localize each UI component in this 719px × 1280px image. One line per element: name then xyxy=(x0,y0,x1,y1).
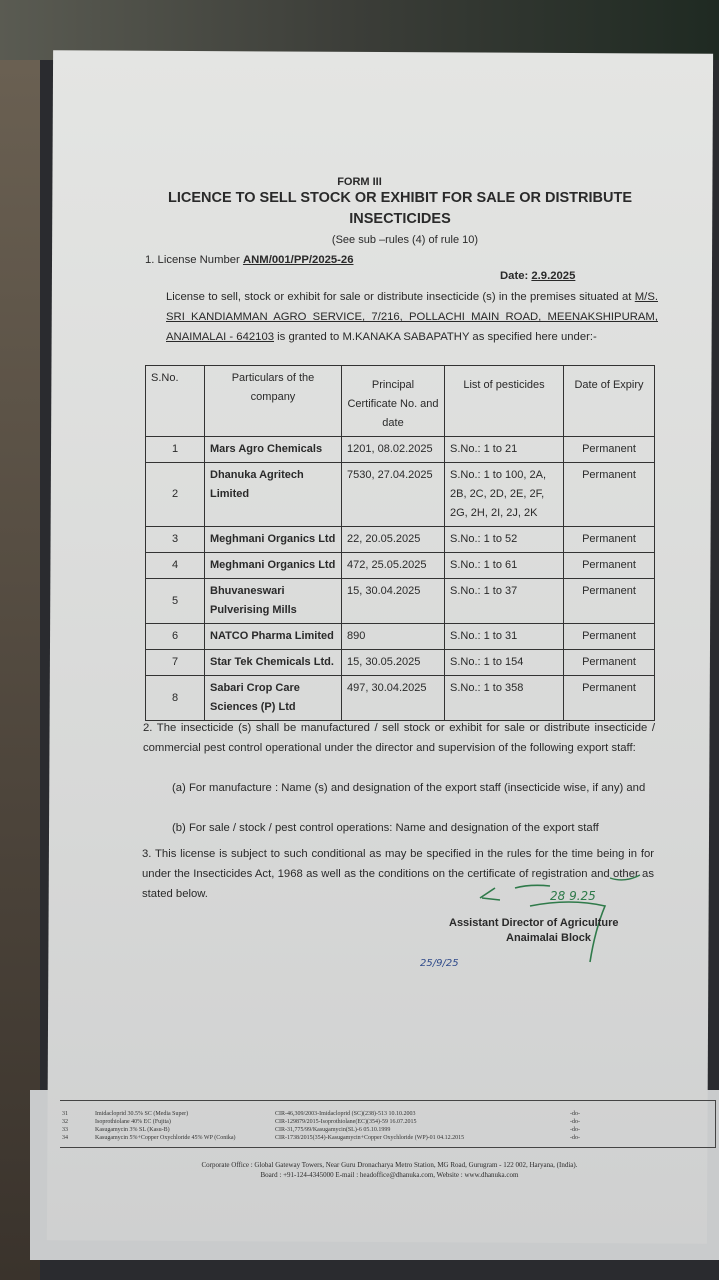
cell-certificate: 22, 20.05.2025 xyxy=(342,527,445,553)
cell-certificate: 472, 25.05.2025 xyxy=(342,553,445,579)
document-title: LICENCE TO SELL STOCK OR EXHIBIT FOR SALE OR DISTRIBUTE INSECTICIDES xyxy=(167,190,633,227)
underlying-mark: -do- xyxy=(570,1119,580,1125)
license-date-line xyxy=(500,266,575,286)
underlying-product: Kasugamycin 5%+Copper Oxychloride 45% WP (Conika) xyxy=(95,1135,236,1141)
signatory-designation: Assistant Director of Agriculture xyxy=(449,917,619,929)
cell-expiry: Permanent xyxy=(564,527,655,553)
license-number-line xyxy=(145,250,485,270)
cell-expiry: Permanent xyxy=(564,463,655,527)
granted-text: is granted to M.KANAKA SABAPATHY as specified here under:- xyxy=(277,331,597,343)
table-row xyxy=(146,650,655,676)
footer-line-1: Corporate Office : Global Gateway Towers, Near Guru Dronacharya Metro Station, MG Road, Gurugram - 122 002, Haryana, (India). xyxy=(201,1161,578,1169)
cell-certificate: 15, 30.04.2025 xyxy=(342,579,445,624)
cell-company: NATCO Pharma Limited xyxy=(205,624,342,650)
cell-certificate: 15, 30.05.2025 xyxy=(342,650,445,676)
underlying-cir: CIR-31,775/99/Kasugamycin(SL)-6 05.10.1999 xyxy=(275,1127,391,1133)
clause-3: 3. This license is subject to such conditional as may be specified in the rules for the time being in for under the Insecticides Act, 1968 as well as the conditions on the certificate of registration and other as stated below. xyxy=(142,848,654,900)
cell-expiry: Permanent xyxy=(564,579,655,624)
premises-address: M/S. SRI KANDIAMMAN AGRO SERVICE, 7/216, POLLACHI MAIN ROAD, MEENAKSHIPURAM, ANAIMALAI - 642103 xyxy=(166,291,658,343)
table-header xyxy=(146,366,655,437)
cell-expiry: Permanent xyxy=(564,676,655,721)
table-row xyxy=(146,437,655,463)
cell-pesticides: S.No.: 1 to 100, 2A, 2B, 2C, 2D, 2E, 2F, 2G, 2H, 2I, 2J, 2K xyxy=(445,463,564,527)
underlying-row xyxy=(60,1127,715,1135)
cell-pesticides: S.No.: 1 to 37 xyxy=(445,579,564,624)
underlying-table-strip xyxy=(60,1100,716,1148)
cell-company: Mars Agro Chemicals xyxy=(205,437,342,463)
table-row xyxy=(146,676,655,721)
cell-company: Dhanuka Agritech Limited xyxy=(205,463,342,527)
footer-line-2: Board : +91-124-4345000 E-mail : headoffice@dhanuka.com, Website : www.dhanuka.com xyxy=(260,1171,519,1179)
cell-sno: 1 xyxy=(146,437,205,463)
cell-expiry: Permanent xyxy=(564,437,655,463)
cell-sno: 3 xyxy=(146,527,205,553)
cell-certificate: 497, 30.04.2025 xyxy=(342,676,445,721)
cell-pesticides: S.No.: 1 to 358 xyxy=(445,676,564,721)
cell-pesticides: S.No.: 1 to 52 xyxy=(445,527,564,553)
underlying-no: 33 xyxy=(62,1127,68,1133)
license-intro xyxy=(166,287,658,347)
svg-text:28 9.25: 28 9.25 xyxy=(550,889,596,903)
cell-pesticides: S.No.: 1 to 21 xyxy=(445,437,564,463)
underlying-no: 31 xyxy=(62,1111,68,1117)
cell-expiry: Permanent xyxy=(564,624,655,650)
cell-expiry: Permanent xyxy=(564,553,655,579)
table-row xyxy=(146,553,655,579)
sub-rule: (See sub –rules (4) of rule 10) xyxy=(331,234,479,246)
header-expiry: Date of Expiry xyxy=(564,366,655,437)
underlying-product: Kasugamycin 3% SL (Kasu-B) xyxy=(95,1127,170,1133)
cell-company: Bhuvaneswari Pulverising Mills xyxy=(205,579,342,624)
cell-certificate: 7530, 27.04.2025 xyxy=(342,463,445,527)
cell-sno: 4 xyxy=(146,553,205,579)
underlying-mark: -do- xyxy=(570,1127,580,1133)
table-row xyxy=(146,579,655,624)
cell-sno: 2 xyxy=(146,463,205,527)
form-label: FORM III xyxy=(337,176,382,188)
license-number: ANM/001/PP/2025-26 xyxy=(242,254,354,266)
table-row xyxy=(146,624,655,650)
cell-certificate: 890 xyxy=(342,624,445,650)
underlying-product: Isoprothiolane 40% EC (Fujita) xyxy=(95,1119,171,1125)
cell-sno: 8 xyxy=(146,676,205,721)
intro-text: License to sell, stock or exhibit for sale or distribute insecticide (s) in the premises situated at xyxy=(166,291,632,303)
underlying-mark: -do- xyxy=(570,1135,580,1141)
cell-sno: 6 xyxy=(146,624,205,650)
underlying-row xyxy=(60,1135,715,1143)
underlying-row xyxy=(60,1111,715,1119)
underlying-cir: CIR-46,309/2003-Imidacloprid (SC)(238)-513 10.10.2003 xyxy=(275,1111,416,1117)
cell-expiry: Permanent xyxy=(564,650,655,676)
cell-sno: 5 xyxy=(146,579,205,624)
underlying-cir: CIR-1738/2015(354)-Kasugamycin+Copper Oxychloride (WP)-01 04.12.2015 xyxy=(275,1135,465,1141)
clause-2b: (b) For sale / stock / pest control operations: Name and designation of the export staff xyxy=(172,822,599,834)
underlying-cir: CIR-129879/2015-Isoprothiolane(EC)(354)-59 16.07.2015 xyxy=(275,1119,417,1125)
header-sno: S.No. xyxy=(146,366,205,437)
underlying-product: Imidacloprid 30.5% SC (Media Super) xyxy=(95,1111,189,1117)
pesticide-table xyxy=(145,365,655,721)
table-row xyxy=(146,463,655,527)
cell-company: Sabari Crop Care Sciences (P) Ltd xyxy=(205,676,342,721)
header-certificate: Principal Certificate No. and date xyxy=(342,366,445,437)
license-label: 1. License Number xyxy=(145,254,240,266)
cell-company: Star Tek Chemicals Ltd. xyxy=(205,650,342,676)
cell-pesticides: S.No.: 1 to 154 xyxy=(445,650,564,676)
license-date: 2.9.2025 xyxy=(531,270,576,282)
signatory-office: Anaimalai Block xyxy=(506,932,591,944)
cell-sno: 7 xyxy=(146,650,205,676)
clause-2: 2. The insecticide (s) shall be manufactured / sell stock or exhibit for sale or distribute insecticide / commercial pest control operational under the director and supervision of the following export staff: xyxy=(143,722,655,754)
cell-company: Meghmani Organics Ltd xyxy=(205,553,342,579)
clause-2a: (a) For manufacture : Name (s) and designation of the export staff (insecticide wise, if any) and xyxy=(172,782,646,794)
header-pesticides: List of pesticides xyxy=(445,366,564,437)
underlying-row xyxy=(60,1119,715,1127)
cell-certificate: 1201, 08.02.2025 xyxy=(342,437,445,463)
underlying-footer xyxy=(60,1160,719,1180)
underlying-no: 32 xyxy=(62,1119,68,1125)
cell-company: Meghmani Organics Ltd xyxy=(205,527,342,553)
date-label: Date: xyxy=(500,270,529,282)
underlying-mark: -do- xyxy=(570,1111,580,1117)
underlying-no: 34 xyxy=(62,1135,68,1141)
cell-pesticides: S.No.: 1 to 31 xyxy=(445,624,564,650)
table-row xyxy=(146,527,655,553)
svg-text:25/9/25: 25/9/25 xyxy=(420,958,459,969)
cell-pesticides: S.No.: 1 to 61 xyxy=(445,553,564,579)
header-company: Particulars of the company xyxy=(205,366,342,437)
